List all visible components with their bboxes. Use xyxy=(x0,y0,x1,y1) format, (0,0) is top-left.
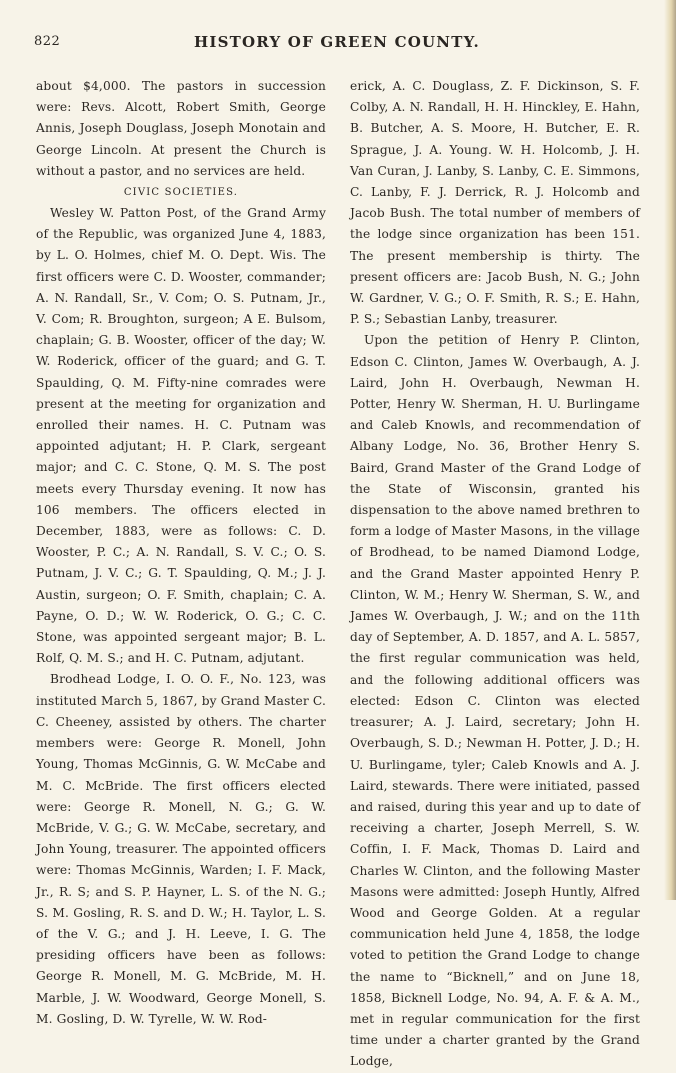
paragraph-masonic-lodge: Upon the petition of Henry P. Clinton, Edson C. Clinton, James W. Overbaugh, A. J. Laird, John H. Overbaugh, Newman H. Potter, Henry W. Sherman, H. U. Burlingame and Caleb Knowls, and recommendation of Albany Lodge, No. 36, Brother Henry S. Baird, Grand Master of the Grand Lodge of the State of Wisconsin, granted his dispensation to the above named brethren to form a lodge of Master Masons, in the village of Brodhead, to be named Diamond Lodge, and the Grand Master appointed Henry P. Clinton, W. M.; Henry W. Sherman, S. W., and James W. Overbaugh, J. W.; and on the 11th day of September, A. D. 1857, and A. L. 5857, the first regular communication was held, and the following additional officers was elected: Edson C. Clinton was elected treasurer; A. J. Laird, secretary; John H. Overbaugh, S. D.; Newman H. Potter, J. D.; H. U. Burlingame, tyler; Caleb Knowls and A. J. Laird, stewards. There were initiated, passed and raised, during this year and up to date of receiving a charter, Joseph Merrell, S. W. Coffin, I. F. Mack, Thomas D. Laird and Charles W. Clinton, and the following Master Masons were admitted: Joseph Huntly, Alfred Wood and George Golden. At a regular communication held June 4, 1858, the lodge voted to petition the Grand Lodge to change the name to “Bicknell,” and on June 18, 1858, Bicknell Lodge, No. 94, A. F. & A. M., met in regular communication for the first time under a charter granted by the Grand Lodge, xyxy=(350,333,640,1069)
left-column xyxy=(36,76,326,1030)
paragraph-odd-fellows-lodge: Brodhead Lodge, I. O. O. F., No. 123, was instituted March 5, 1867, by Grand Master C. C. Cheeney, assisted by others. The charter members were: George R. Monell, John Young, Thomas McGinnis, G. W. McCabe and M. C. McBride. The first officers elected were: George R. Monell, N. G.; G. W. McBride, V. G.; G. W. McCabe, secretary, and John Young, treasurer. The appointed officers were: Thomas McGinnis, Warden; I. F. Mack, Jr., R. S; and S. P. Hayner, L. S. of the N. G.; S. M. Gosling, R. S. and D. W.; H. Taylor, L. S. of the V. G.; and J. H. Leeve, I. G. The presiding officers have been as follows: George R. Monell, M. G. McBride, M. H. Marble, J. W. Woodward, George Monell, S. M. Gosling, D. W. Tyrelle, W. W. Rod- xyxy=(36,672,326,1026)
page-edge-shadow xyxy=(664,0,676,900)
right-column xyxy=(350,76,640,1073)
running-title: HISTORY OF GREEN COUNTY. xyxy=(194,33,480,51)
paragraph-pastors: about $4,000. The pastors in succession were: Revs. Alcott, Robert Smith, George Annis, Joseph Douglass, Joseph Monotain and George Lincoln. At present the Church is without a pastor, and no services are held. xyxy=(36,79,326,178)
section-heading-civic-societies: CIVIC SOCIETIES. xyxy=(123,187,239,199)
page-number: 822 xyxy=(34,34,61,49)
page-header xyxy=(34,34,640,54)
paragraph-lodge-members: erick, A. C. Douglass, Z. F. Dickinson, S. F. Colby, A. N. Randall, H. H. Hinckley, E. Hahn, B. Butcher, A. S. Moore, H. Butcher, E. R. Sprague, J. A. Young. W. H. Holcomb, J. H. Van Curan, J. Lanby, S. Lanby, C. E. Simmons, C. Lanby, F. J. Derrick, R. J. Holcomb and Jacob Bush. The total number of members of the lodge since organization has been 151. The present membership is thirty. The present officers are: Jacob Bush, N. G.; John W. Gardner, V. G.; O. F. Smith, R. S.; E. Hahn, P. S.; Sebastian Lanby, treasurer. xyxy=(350,79,640,327)
paragraph-gar-post: Wesley W. Patton Post, of the Grand Army of the Republic, was organized June 4, 1883, by L. O. Holmes, chief M. O. Dept. Wis. The first officers were C. D. Wooster, commander; A. N. Randall, Sr., V. Com; O. S. Putnam, Jr., V. Com; R. Broughton, surgeon; A E. Bulsom, chaplain; G. B. Wooster, officer of the day; W. W. Roderick, officer of the guard; and G. T. Spaulding, Q. M. Fifty-nine comrades were present at the meeting for organization and enrolled their names. H. C. Putnam was appointed adjutant; H. P. Clark, sergeant major; and C. C. Stone, Q. M. S. The post meets every Thursday evening. It now has 106 members. The officers elected in December, 1883, were as follows: C. D. Wooster, P. C.; A. N. Randall, S. V. C.; O. S. Putnam, J. V. C.; G. T. Spaulding, Q. M.; J. J. Austin, surgeon; O. F. Smith, chaplain; C. A. Payne, O. D.; W. W. Roderick, O. G.; C. C. Stone, was appointed sergeant major; B. L. Rolf, Q. M. S.; and H. C. Putnam, adjutant. xyxy=(36,206,326,666)
